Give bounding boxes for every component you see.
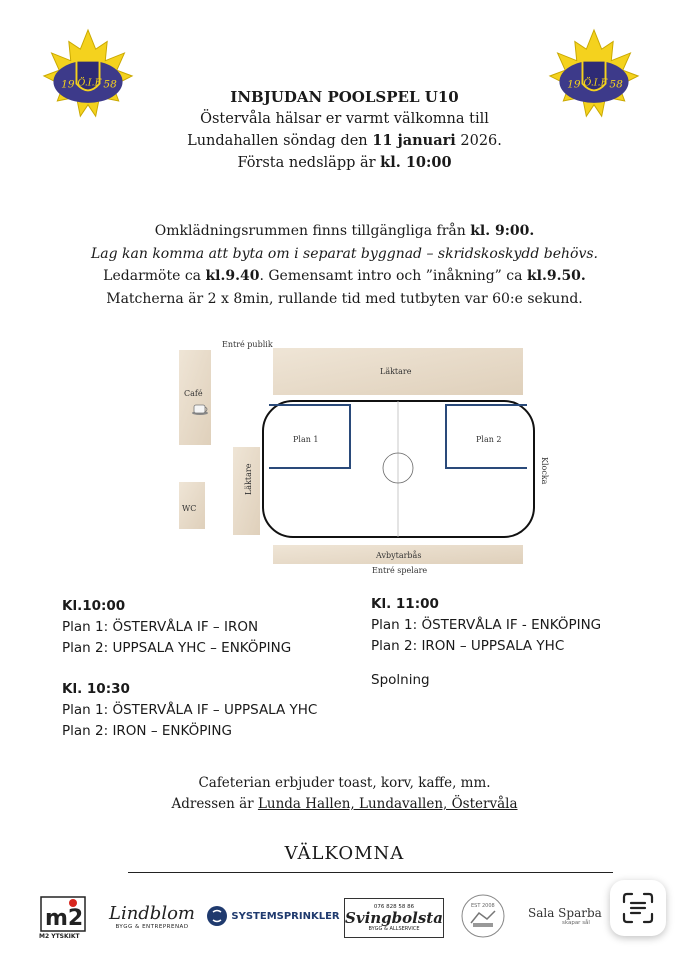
- invitation-header: [150, 86, 539, 174]
- schedule-block-1000: [62, 596, 291, 659]
- sponsor-systemsprinkler: SYSTEMSPRINKLER: [210, 893, 336, 939]
- svg-text:Ö.I.F: Ö.I.F: [77, 77, 102, 89]
- header-line-date: Lundahallen söndag den 11 januari 2026.: [187, 132, 502, 149]
- cafe-info: [60, 773, 629, 815]
- invitation-title: INBJUDAN POOLSPEL U10: [230, 88, 459, 106]
- label-laktare-side: Läktare: [244, 463, 253, 495]
- schedule-match: Plan 1: ÖSTERVÅLA IF – UPPSALA YHC: [62, 702, 318, 718]
- label-cafe: Café: [184, 389, 203, 398]
- welcome-heading: VÄLKOMNA: [284, 843, 405, 864]
- label-wc: WC: [182, 504, 197, 513]
- schedule-spolning: Spolning: [371, 672, 430, 688]
- svg-text:m2: m2: [45, 906, 84, 931]
- svg-text:M2 YTSKIKT: M2 YTSKIKT: [39, 933, 80, 940]
- label-plan1: Plan 1: [293, 435, 319, 444]
- header-line-first-drop: Första nedsläpp är kl. 10:00: [237, 154, 452, 171]
- label-entre-spelare: Entré spelare: [372, 566, 428, 575]
- schedule-block-1100: [371, 594, 601, 657]
- schedule-match: Plan 2: IRON – ENKÖPING: [62, 723, 232, 739]
- schedule-time: Kl. 11:00: [371, 596, 439, 612]
- sponsor-lindblom: Lindblom BYGG & ENTREPRENAD: [108, 902, 195, 930]
- sponsor-m2: [32, 893, 94, 939]
- text-scan-icon: [621, 891, 655, 925]
- info-meeting: Ledarmöte ca kl.9.40. Gemensamt intro och ”inåkning” ca kl.9.50.: [103, 268, 586, 284]
- header-line-welcome: Östervåla hälsar er varmt välkomna till: [200, 111, 489, 127]
- schedule-match: Plan 1: ÖSTERVÅLA IF - ENKÖPING: [371, 617, 602, 633]
- svg-text:19: 19: [567, 78, 581, 91]
- sponsor-svingbolsta: 076 828 58 86 Svingbolsta BYGG & ALLSERVICE: [344, 898, 444, 938]
- svg-text:EST 2008: EST 2008: [471, 903, 495, 909]
- sponsor-sala-sparbank: Sala Sparba skapar sål: [528, 906, 602, 926]
- svg-text:58: 58: [609, 78, 623, 91]
- sponsor-est-2008: [456, 893, 510, 939]
- arena-map: [170, 335, 549, 580]
- schedule-match: Plan 1: ÖSTERVÅLA IF – IRON: [62, 619, 259, 635]
- info-match-length: Matcherna är 2 x 8min, rullande tid med tutbyten var 60:e sekund.: [106, 290, 583, 307]
- info-separate-building: Lag kan komma att byta om i separat byggnad – skridskoskydd behövs.: [90, 245, 599, 262]
- label-plan2: Plan 2: [476, 435, 502, 444]
- cafe-offer: Cafeterian erbjuder toast, korv, kaffe, mm.: [198, 775, 491, 791]
- schedule-match: Plan 2: IRON – UPPSALA YHC: [371, 638, 565, 654]
- label-entre-publik: Entré publik: [222, 340, 273, 349]
- label-avbytarbas: Avbytarbås: [376, 551, 422, 560]
- svg-text:19: 19: [61, 78, 75, 91]
- info-changing-rooms: Omklädningsrummen finns tillgängliga från kl. 9:00.: [154, 223, 535, 239]
- label-laktare-top: Läktare: [380, 367, 412, 376]
- club-crest-right: [546, 28, 642, 124]
- svg-text:58: 58: [103, 78, 117, 91]
- svg-text:Ö.I.F: Ö.I.F: [583, 77, 608, 89]
- schedule-block-1030: [62, 679, 317, 742]
- label-klocka: Klocka: [540, 457, 549, 485]
- address-link[interactable]: Lunda Hallen, Lundavallen, Östervåla: [257, 796, 518, 812]
- address-line: Adressen är Lunda Hallen, Lundavallen, Östervåla: [171, 796, 518, 812]
- text-scan-button[interactable]: [610, 880, 666, 936]
- club-crest-left: [40, 28, 136, 124]
- schedule-match: Plan 2: UPPSALA YHC – ENKÖPING: [62, 640, 292, 656]
- divider: [128, 872, 613, 873]
- schedule-time: Kl.10:00: [62, 598, 126, 614]
- schedule-time: Kl. 10:30: [62, 681, 130, 697]
- info-block: [60, 220, 629, 310]
- systemsprinkler-logo-icon: [206, 905, 228, 927]
